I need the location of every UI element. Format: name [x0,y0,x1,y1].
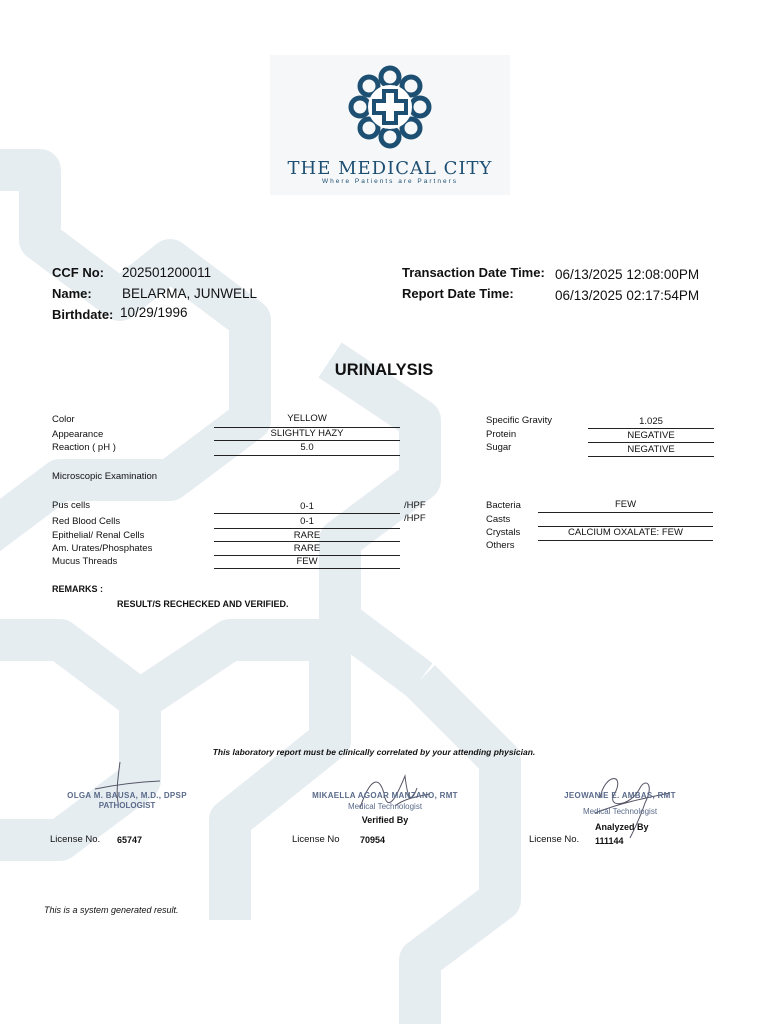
micro-value: 0-1 [300,501,314,512]
underline [214,440,400,441]
field-value: 1.025 [639,416,663,427]
disclaimer: This laboratory report must be clinically correlated by your attending physician. [212,747,536,757]
remarks-text: RESULT/S RECHECKED AND VERIFIED. [117,599,289,609]
signatory-action: Analyzed By [595,822,649,832]
underline [538,512,713,513]
signatory-role: Medical Technologist [347,802,423,811]
micro-value: RARE [293,530,321,541]
micro-label: Am. Urates/Phosphates [52,543,153,554]
footer-note: This is a system generated result. [44,905,179,915]
medical-city-logo-icon [346,63,434,151]
signatory-role: Medical Technologist [582,807,658,816]
micro-unit: /HPF [404,513,426,524]
micro-label: Bacteria [486,500,521,511]
micro-label: Red Blood Cells [52,516,121,527]
underline [588,456,714,457]
underline [214,541,400,542]
signatory-action: Verified By [361,815,409,825]
micro-value: FEW [296,556,318,567]
micro-label: Others [486,540,515,551]
report-date-label: Report Date Time: [402,286,514,301]
field-value: 5.0 [300,442,314,453]
logo-tagline: Where Patients are Partners [321,178,458,185]
underline [214,455,400,456]
underline [214,568,400,569]
signatory-name: OLGA M. BAUSA, M.D., DPSP [67,791,187,800]
signatory-name: MIKAELLA AGOAR MANZANO, RMT [312,791,458,800]
field-label: Specific Gravity [486,415,552,426]
signatory-role: PATHOLOGIST [98,801,156,810]
license-number: 111144 [595,836,624,846]
micro-value: CALCIUM OXALATE: FEW [568,527,683,538]
license-label: License No [292,834,340,845]
birthdate-value: 10/29/1996 [120,305,188,320]
field-value: NEGATIVE [627,430,675,441]
underline [588,428,714,429]
transaction-date-value: 06/13/2025 12:08:00PM [555,267,700,282]
micro-label: Pus cells [52,500,91,511]
field-label: Protein [486,429,517,440]
microscopic-heading: Microscopic Examination [52,471,158,482]
license-label: License No. [529,834,580,845]
field-value: NEGATIVE [627,444,675,455]
birthdate-label: Birthdate: [52,307,114,322]
signatory-name: JEOWANIE E. AMBAS, RMT [564,791,676,800]
name-value: BELARMA, JUNWELL [122,286,258,301]
field-label: Sugar [486,442,512,453]
micro-label: Casts [486,514,511,525]
ccf-value: 202501200011 [122,265,212,280]
transaction-date-label: Transaction Date Time: [402,265,545,280]
logo-name: THE MEDICAL CITY [287,158,493,179]
license-number: 70954 [360,835,386,845]
report-title: URINALYSIS [334,361,434,379]
micro-label: Crystals [486,527,521,538]
field-label: Color [52,414,75,425]
field-label: Appearance [52,429,104,440]
ccf-label: CCF No: [52,265,104,280]
field-value: SLIGHTLY HAZY [270,428,344,439]
underline [214,513,400,514]
field-label: Reaction ( pH ) [52,442,116,453]
underline [588,442,714,443]
report-date-value: 06/13/2025 02:17:54PM [555,288,700,303]
remarks-label: REMARKS : [52,584,103,594]
micro-value: FEW [614,499,637,510]
micro-unit: /HPF [404,500,426,511]
name-label: Name: [52,286,92,301]
license-number: 65747 [117,835,143,845]
field-value: YELLOW [287,413,327,424]
license-label: License No. [50,834,101,845]
underline [538,540,713,541]
underline [214,528,400,529]
micro-value: RARE [293,543,321,554]
micro-label: Epithelial/ Renal Cells [52,530,145,541]
micro-value: 0-1 [300,516,314,527]
micro-label: Mucus Threads [52,556,118,567]
